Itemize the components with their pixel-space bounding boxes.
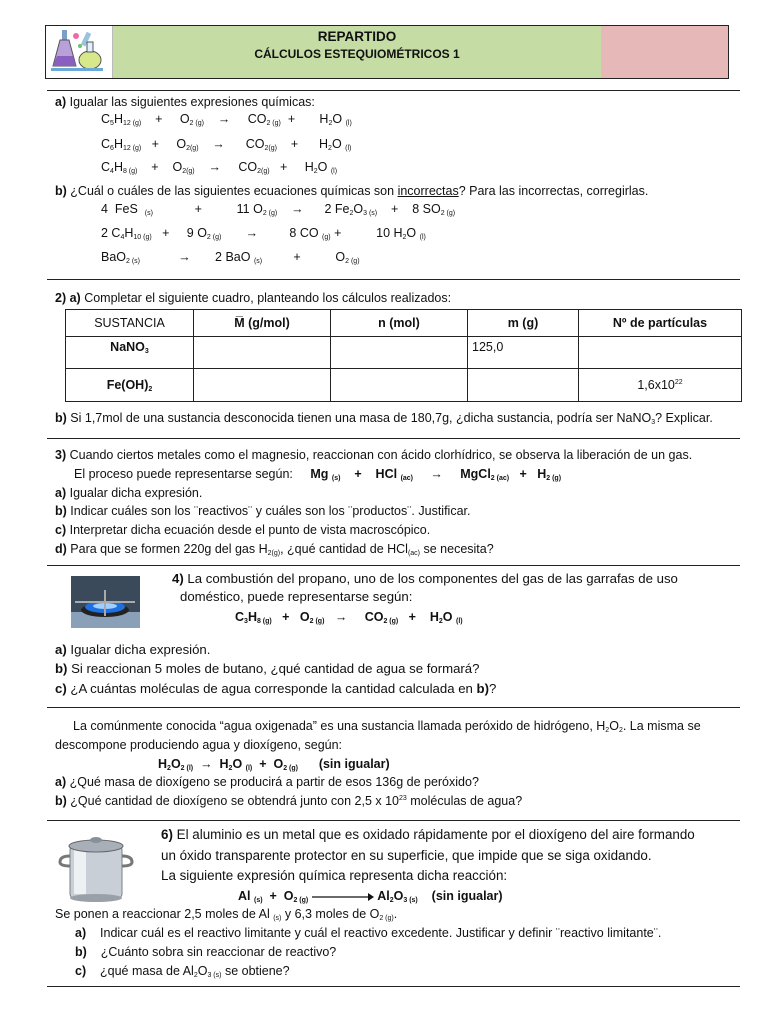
q6-unbalanced-label: (sin igualar) [431, 889, 503, 903]
q5-unbalanced-label: (sin igualar) [318, 757, 390, 771]
q1-a-label: a) [55, 95, 67, 109]
divider [47, 279, 740, 280]
q3-b: b) Indicar cuáles son los ¨reactivos¨ y cuáles son los ¨productos¨. Justificar. [55, 504, 471, 518]
q1-equation-3: $C_4H_{8 (g)}$ + $O_{2(g)}$ → $CO_{2(g)}$ + $H_2O$ $_{(l)}$ [101, 160, 338, 175]
table-cell-substance: NaNO$_3$ [66, 337, 194, 369]
q6-intro-1 [161, 827, 718, 842]
table-header: SUSTANCIA [66, 310, 194, 337]
q3-intro: 3) Cuando ciertos metales como el magnesio, reaccionan con ácido clorhídrico, se observa la liberación de un gas. [55, 448, 693, 462]
q1-b-text: ¿Cuál o cuáles de las siguientes ecuaciones químicas son [70, 184, 398, 198]
table-cell-empty[interactable] [331, 337, 468, 369]
q6-intro-3: La siguiente expresión química representa dicha reacción: [161, 868, 508, 883]
q1-b-equation-1: 4 FeS $_{(s)}$ + 11 $O_{2 (g)}$ → 2 $Fe_2O_{3 (s)}$ + 8 $SO_{2 (g)}$ [101, 202, 456, 217]
q4-a: a) Igualar dicha expresión. [55, 642, 211, 657]
q6-intro-text: El aluminio es un metal que es oxidado rápidamente por el dioxígeno del aire formando [176, 827, 695, 842]
table-cell-mass: 125,0 [468, 337, 579, 369]
divider [47, 707, 740, 708]
cooking-pot-image [56, 832, 136, 904]
q1-b-underlined: incorrectas [397, 184, 459, 198]
worksheet-header [45, 25, 729, 79]
q5-equation: $H_2O_{2 (l)} \to H_2O$ $_{(l)} + O_{2 (g)}$ (sin igualar) [158, 757, 390, 772]
q3-c-text: Interpretar dicha ecuación desde el punto de vista macroscópico. [69, 523, 431, 537]
table-cell-substance: $Fe(OH)_2$ [66, 369, 194, 402]
q4-intro-1 [172, 571, 707, 586]
q6-a: a) Indicar cuál es el reactivo limitante y cuál el reactivo excedente. Justificar y definir ¨reactivo limitante¨. [75, 926, 662, 940]
q4-b-text: Si reaccionan 5 moles de butano, ¿qué cantidad de agua se formará? [71, 661, 480, 676]
q3-process-line: El proceso puede representarse según: Mg $_{(s)}$ + HCl $_{(ac)}$ → MgCl$_{2 (ac)}$ + $H_{2 (g)}$ [74, 467, 562, 482]
table-cell-empty[interactable] [579, 337, 742, 369]
table-cell-empty[interactable] [194, 369, 331, 402]
q2-b-line [55, 411, 713, 426]
q2-a-line [55, 291, 451, 305]
header-title: REPARTIDO [317, 29, 397, 44]
q6-equation: Al $_{(s)} + O_{2 (g)}$ $Al_2O_{3 (s)}$ (sin igualar) [238, 889, 503, 904]
q6-b-text: ¿Cuánto sobra sin reaccionar de reactivo? [100, 945, 337, 959]
q1-b-equation-3: BaO$_{2 (s)}$ → 2 BaO $_{(s)}$ + $O_{2 (g)}$ [101, 250, 360, 265]
table-header-row [66, 310, 742, 337]
table-header: M̅ (g/mol) [194, 310, 331, 337]
q2-a-text: Completar el siguiente cuadro, planteando los cálculos realizados: [84, 291, 452, 305]
q1-b-line [55, 184, 648, 198]
q5-intro-2: descompone produciendo agua y dioxígeno, según: [55, 738, 343, 752]
divider [47, 986, 740, 987]
q1-equation-1: $C_5H_{12 (g)}$ + $O_{2 (g)}$ → $CO_{2 (g)}$ + $H_2O$ $_{(l)}$ [101, 112, 352, 127]
chemistry-flasks-icon [46, 26, 113, 78]
table-row [66, 369, 742, 402]
q6-label: 6) [161, 827, 173, 842]
divider [47, 438, 740, 439]
q1-a-line [55, 95, 315, 109]
q5-a-text: ¿Qué masa de dioxígeno se producirá a partir de esos 136g de peróxido? [69, 775, 479, 789]
q3-b-text: Indicar cuáles son los ¨reactivos¨ y cuáles son los ¨productos¨. Justificar. [70, 504, 471, 518]
q2-a-label: 2) a) [55, 291, 81, 305]
q5-a: a) ¿Qué masa de dioxígeno se producirá a partir de esos 136g de peróxido? [55, 775, 479, 789]
q2-b-label: b) [55, 411, 67, 425]
long-arrow-icon [312, 892, 374, 902]
q4-label: 4) [172, 571, 184, 586]
q6-c: c) ¿qué masa de $Al_2O_{3 (s)}$ se obtiene? [75, 964, 290, 979]
q3-c: c) Interpretar dicha ecuación desde el punto de vista macroscópico. [55, 523, 431, 537]
table-header: n (mol) [331, 310, 468, 337]
gas-burner-image [71, 576, 140, 628]
q6-a-text: Indicar cuál es el reactivo limitante y cuál el reactivo excedente. Justificar y definir ¨reactivo limitante¨. [100, 926, 662, 940]
table-header: Nº de partículas [579, 310, 742, 337]
q4-b: b) Si reaccionan 5 moles de butano, ¿qué cantidad de agua se formará? [55, 661, 480, 676]
q3-a-text: Igualar dicha expresión. [69, 486, 203, 500]
data-table [65, 309, 742, 402]
q3-d: d) Para que se formen 220g del gas $H_{2(g)}$, ¿qué cantidad de HCl$_{(ac)}$ se necesita? [55, 542, 494, 557]
q6-b: b) ¿Cuánto sobra sin reaccionar de reactivo? [75, 945, 337, 959]
q1-b-label: b) [55, 184, 67, 198]
table-cell-empty[interactable] [331, 369, 468, 402]
table-header: m (g) [468, 310, 579, 337]
q3-a: a) Igualar dicha expresión. [55, 486, 203, 500]
q6-setup: Se ponen a reaccionar 2,5 moles de Al $_{(s)}$ y 6,3 moles de $O_{2 (g)}$. [55, 907, 398, 922]
header-subtitle: CÁLCULOS ESTEQUIOMÉTRICOS 1 [254, 47, 460, 61]
q4-intro-text: La combustión del propano, uno de los componentes del gas de las garrafas de uso [187, 571, 678, 586]
q3-process-text: El proceso puede representarse según: [74, 467, 293, 481]
q5-intro-1: La comúnmente conocida “agua oxigenada” es una sustancia llamada peróxido de hidrógeno, $H_2O_2$. La misma se [73, 719, 701, 734]
q2-b-text: Si 1,7mol de una sustancia desconocida tienen una masa de 180,7g, ¿dicha sustancia, podría ser NaNO$_3$? Explicar. [70, 411, 713, 426]
q4-c: c) ¿A cuántas moléculas de agua corresponde la cantidad calculada en b)? [55, 681, 497, 696]
header-title-block [113, 26, 601, 78]
q1-b-equation-2: 2 $C_4H_{10 (g)}$ + 9 $O_{2 (g)}$ → 8 CO $_{(g)}$ + 10 $H_2O$ $_{(l)}$ [101, 226, 426, 241]
table-cell-empty[interactable] [468, 369, 579, 402]
q4-equation: $C_3H_{8 (g)} + O_{2 (g)}$ → $CO_{2 (g)}$ + $H_2O$ $_{(l)}$ [235, 610, 463, 625]
q6-intro-2: un óxido transparente protector en su superficie, que impide que se siga oxidando. [161, 848, 652, 863]
table-cell-particles: $1,6x10^{22}$ [579, 369, 742, 402]
table-cell-empty[interactable] [194, 337, 331, 369]
header-right-block [601, 26, 728, 78]
q4-a-text: Igualar dicha expresión. [70, 642, 211, 657]
q1-b-text-end: ? Para las incorrectas, corregirlas. [458, 184, 649, 198]
q5-b: b) ¿Qué cantidad de dioxígeno se obtendrá junto con 2,5 x $10^{23}$ moléculas de agua? [55, 794, 523, 808]
q1-a-text: Igualar las siguientes expresiones químicas: [69, 95, 315, 109]
q4-intro-2: doméstico, puede representarse según: [180, 589, 413, 604]
divider [47, 820, 740, 821]
divider [47, 90, 740, 91]
table-row [66, 337, 742, 369]
divider [47, 565, 740, 566]
q1-equation-2: $C_6H_{12 (g)}$ + $O_{2(g)}$ → $CO_{2(g)}$ + $H_2O$ $_{(l)}$ [101, 137, 352, 152]
